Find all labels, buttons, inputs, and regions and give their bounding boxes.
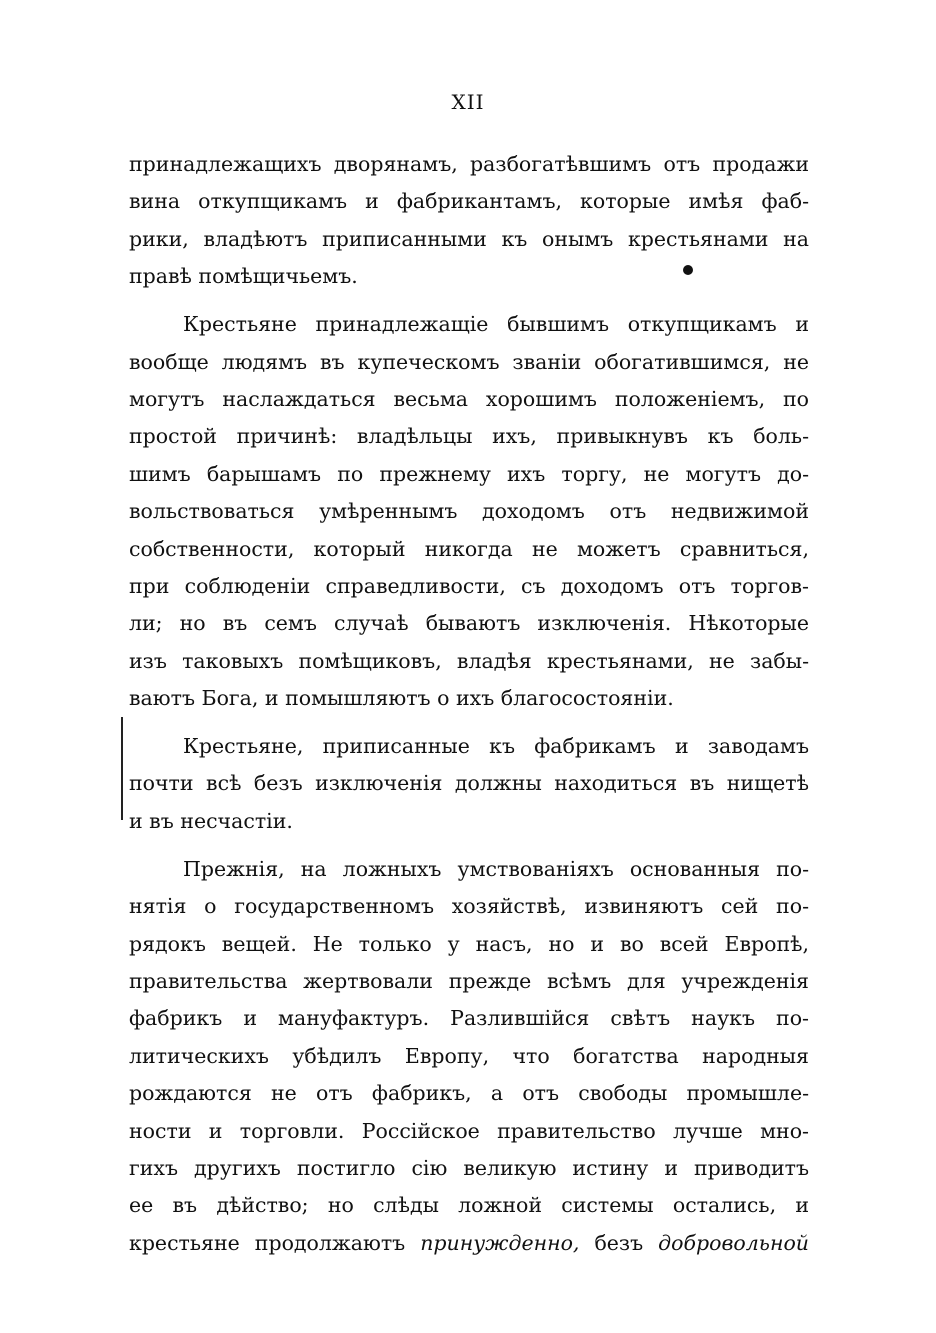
text-line: ли; но въ семъ случаѣ бываютъ изключенія. Нѣкоторые <box>129 611 809 636</box>
text-line: при соблюденіи справедливости, съ доходомъ отъ торгов- <box>129 573 809 598</box>
text-line: рождаются не отъ фабрикъ, а отъ свободы промышле- <box>129 1081 809 1106</box>
text-line: ваютъ Бога, и помышляютъ о ихъ благосостояніи. <box>129 686 674 711</box>
text-line: ее въ дѣйство; но слѣды ложной системы остались, и <box>129 1193 809 1218</box>
text-line: принадлежащихъ дворянамъ, разбогатѣвшимъ отъ продажи <box>129 152 809 176</box>
text-line: Крестьяне принадлежащіе бывшимъ откупщикамъ и <box>183 312 809 337</box>
text-line: ности и торговли. Россійское правительство лучше мно- <box>129 1118 809 1143</box>
text-line: рики, владѣютъ приписанными къ онымъ крестьянами на <box>129 226 809 251</box>
text-line-final <box>129 1225 809 1262</box>
text-line: правительства жертвовали прежде всѣмъ для учрежденія <box>129 968 809 993</box>
text-line: шимъ барышамъ по прежнему ихъ торгу, не могутъ до- <box>129 461 809 486</box>
margin-rule <box>121 717 123 820</box>
italic-word: принужденно, <box>420 1230 580 1255</box>
text-line: литическихъ убѣдилъ Европу, что богатства народныя <box>129 1043 809 1068</box>
text-line: правѣ помѣщичьемъ. <box>129 264 358 289</box>
text-line: вольствоваться умѣреннымъ доходомъ отъ недвижимой <box>129 499 809 524</box>
body-text <box>129 146 809 1262</box>
paragraph-3 <box>129 728 809 840</box>
text-line: Крестьяне, приписанные къ фабрикамъ и заводамъ <box>183 734 809 759</box>
italic-word: добровольной <box>658 1230 809 1255</box>
page-number: XII <box>451 90 485 114</box>
text-line: фабрикъ и мануфактуръ. Разлившійся свѣтъ наукъ по- <box>129 1006 809 1031</box>
text-line: рядокъ вещей. Не только у насъ, но и во всей Европѣ, <box>129 931 809 956</box>
text-fragment: крестьяне продолжаютъ <box>129 1230 421 1255</box>
paragraph-1 <box>129 146 809 296</box>
text-fragment: безъ <box>579 1230 659 1255</box>
text-line: простой причинѣ: владѣльцы ихъ, привыкнувъ къ боль- <box>129 424 809 449</box>
paragraph-4 <box>129 851 809 1262</box>
text-line: Прежнія, на ложныхъ умствованіяхъ основанныя по- <box>183 856 809 881</box>
text-line: и въ несчастіи. <box>129 808 293 833</box>
text-line: вина откупщикамъ и фабрикантамъ, которые имѣя фаб- <box>129 189 809 214</box>
text-line: изъ таковыхъ помѣщиковъ, владѣя крестьянами, не забы- <box>129 648 809 673</box>
text-line: собственности, который никогда не можетъ сравниться, <box>129 536 809 561</box>
text-line: нятія о государственномъ хозяйствѣ, извиняютъ сей по- <box>129 894 809 919</box>
text-line: вообще людямъ въ купеческомъ званіи обогатившимся, не <box>129 349 809 374</box>
paragraph-2 <box>129 306 809 717</box>
text-line: почти всѣ безъ изключенія должны находиться въ нищетѣ <box>129 771 809 796</box>
text-line: могутъ наслаждаться весьма хорошимъ положеніемъ, по <box>129 386 809 411</box>
text-line: гихъ другихъ постигло сію великую истину и приводитъ <box>129 1155 809 1180</box>
